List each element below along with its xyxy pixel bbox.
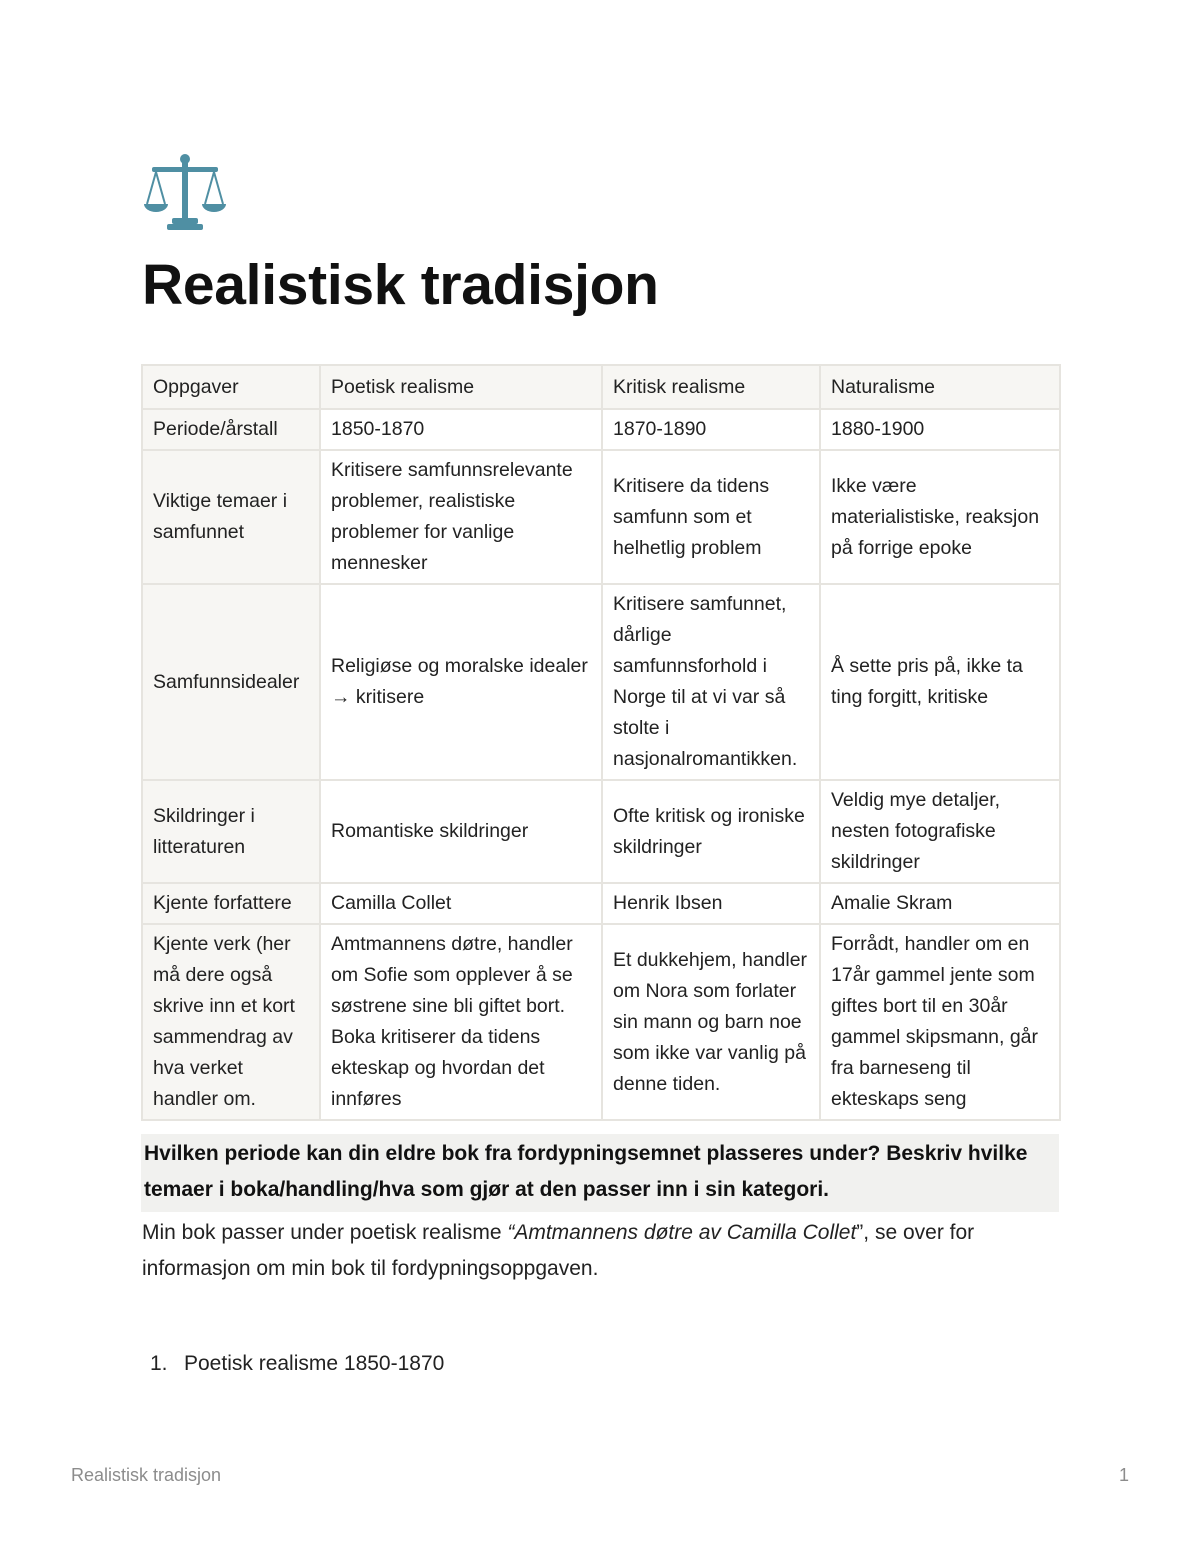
table-cell: Et dukkehjem, handler om Nora som forlater sin mann og barn noe som ikke var vanlig på denne tiden. bbox=[602, 924, 820, 1120]
page-title: Realistisk tradisjon bbox=[142, 253, 659, 317]
row-header-cell: Samfunnsidealer bbox=[142, 584, 320, 780]
list-item-text: Poetisk realisme 1850-1870 bbox=[184, 1352, 445, 1375]
table-cell: Å sette pris på, ikke ta ting forgitt, kritiske bbox=[820, 584, 1060, 780]
table-cell: Veldig mye detaljer, nesten fotografiske skildringer bbox=[820, 780, 1060, 883]
row-header-cell: Kjente forfattere bbox=[142, 883, 320, 924]
answer-text-end: ”, se over for informasjon om min bok til fordypningsoppgaven. bbox=[142, 1221, 975, 1280]
table-cell: Henrik Ibsen bbox=[602, 883, 820, 924]
table-row bbox=[142, 780, 1060, 883]
balance-scale-icon bbox=[142, 150, 228, 236]
table-cell: 1850-1870 bbox=[320, 409, 602, 450]
list-number: 1. bbox=[150, 1352, 168, 1375]
answer-book-title: “Amtmannens døtre av Camilla Collet bbox=[507, 1221, 857, 1244]
table-cell: Ikke være materialistiske, reaksjon på forrige epoke bbox=[820, 450, 1060, 584]
table-cell: Romantiske skildringer bbox=[320, 780, 602, 883]
table-cell: Kritisere da tidens samfunn som et helhetlig problem bbox=[602, 450, 820, 584]
table-row bbox=[142, 409, 1060, 450]
table-row bbox=[142, 883, 1060, 924]
row-header-cell: Kjente verk (her må dere også skrive inn et kort sammendrag av hva verket handler om. bbox=[142, 924, 320, 1120]
table-row bbox=[142, 924, 1060, 1120]
question-callout: Hvilken periode kan din eldre bok fra fordypningsemnet plasseres under? Beskriv hvilke temaer i boka/handling/hva som gjør at den passer inn i sin kategori. bbox=[141, 1134, 1059, 1212]
table-cell: Amalie Skram bbox=[820, 883, 1060, 924]
realism-comparison-table bbox=[141, 364, 1061, 1121]
row-header-cell: Skildringer i litteraturen bbox=[142, 780, 320, 883]
answer-text: Min bok passer under poetisk realisme bbox=[142, 1221, 508, 1244]
table-cell: Kritisere samfunnet, dårlige samfunnsforhold i Norge til at vi var så stolte i nasjonalromantikken. bbox=[602, 584, 820, 780]
table-row bbox=[142, 450, 1060, 584]
list-item bbox=[150, 1346, 444, 1382]
answer-paragraph bbox=[142, 1215, 1062, 1287]
table-cell: Ofte kritisk og ironiske skildringer bbox=[602, 780, 820, 883]
row-header-cell: Periode/årstall bbox=[142, 409, 320, 450]
table-cell: Kritisere samfunnsrelevante problemer, realistiske problemer for vanlige mennesker bbox=[320, 450, 602, 584]
header-cell: Poetisk realisme bbox=[320, 365, 602, 409]
page-number: 1 bbox=[1118, 1465, 1129, 1485]
row-header-cell: Viktige temaer i samfunnet bbox=[142, 450, 320, 584]
table-cell: Camilla Collet bbox=[320, 883, 602, 924]
table-cell: Forrådt, handler om en 17år gammel jente som giftes bort til en 30år gammel skipsmann, går fra barneseng til ekteskaps seng bbox=[820, 924, 1060, 1120]
footer-title: Realistisk tradisjon bbox=[71, 1465, 222, 1485]
table-cell: 1870-1890 bbox=[602, 409, 820, 450]
table-cell: 1880-1900 bbox=[820, 409, 1060, 450]
table-cell: Amtmannens døtre, handler om Sofie som opplever å se søstrene sine bli giftet bort. Boka kritiserer da tidens ekteskap og hvordan det innføres bbox=[320, 924, 602, 1120]
table-row bbox=[142, 584, 1060, 780]
header-cell: Naturalisme bbox=[820, 365, 1060, 409]
header-cell: Oppgaver bbox=[142, 365, 320, 409]
table-cell: Religiøse og moralske idealer → kritisere bbox=[320, 584, 602, 780]
table-header-row bbox=[142, 365, 1060, 409]
header-cell: Kritisk realisme bbox=[602, 365, 820, 409]
